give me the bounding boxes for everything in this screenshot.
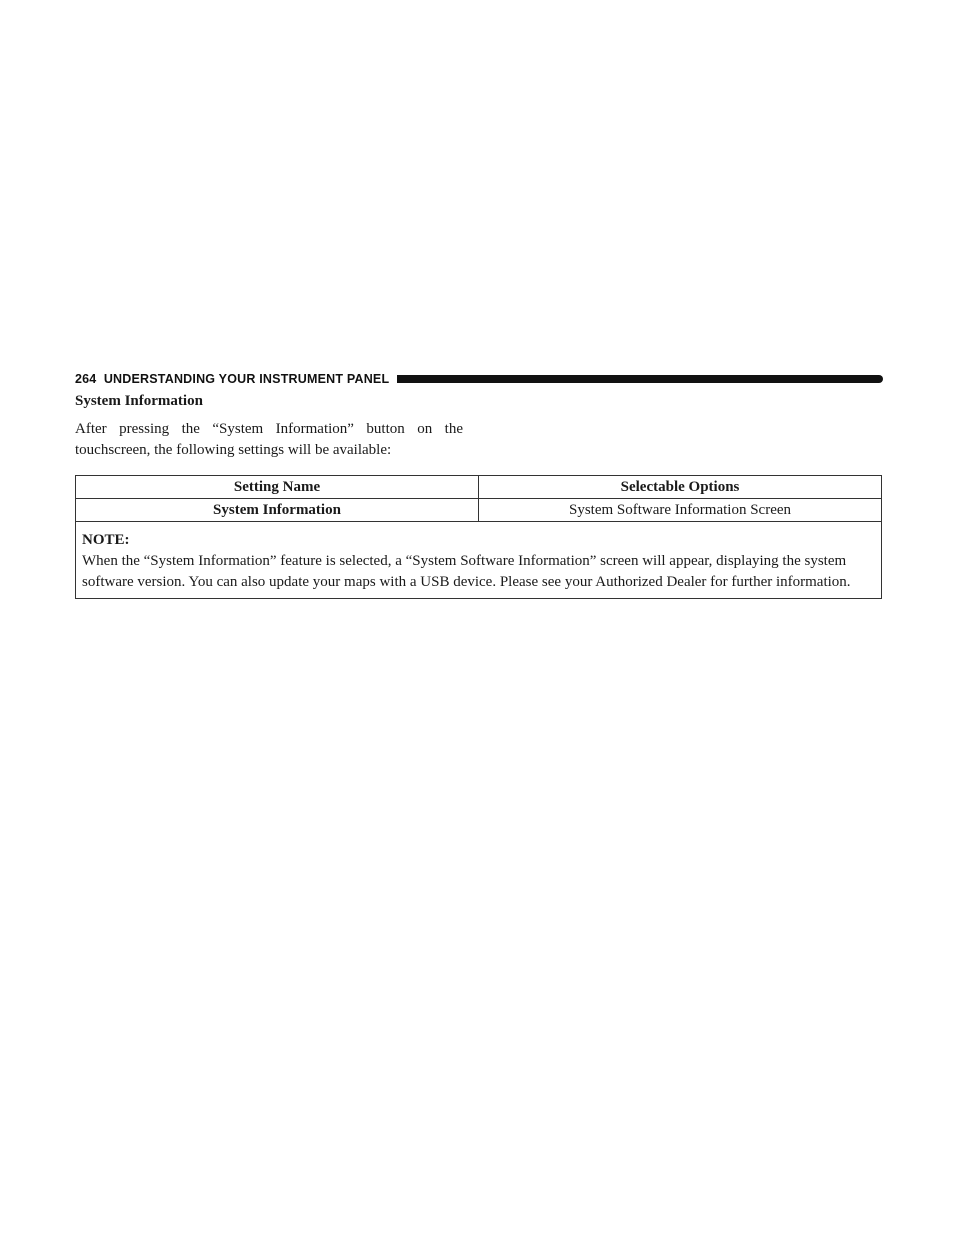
selectable-options-cell: System Software Information Screen (479, 499, 882, 522)
column-header-selectable-options: Selectable Options (479, 476, 882, 499)
note-text: When the “System Information” feature is selected, a “System Software Information” screen will appear, displaying the system software version. You can also update your maps with a USB device. Please see your Authorized Dealer for further information. (82, 553, 851, 590)
settings-table (75, 475, 882, 599)
page-number: 264 (75, 372, 97, 386)
intro-line-1: After pressing the “System Information” button on the (75, 421, 463, 437)
intro-line-2: touchscreen, the following settings will be available: (75, 442, 392, 458)
note-row (76, 522, 882, 599)
section-name: UNDERSTANDING YOUR INSTRUMENT PANEL (103, 372, 390, 386)
setting-name-cell: System Information (76, 499, 479, 522)
section-title: System Information (75, 393, 203, 409)
page-header (75, 370, 883, 388)
header-rule (397, 375, 883, 383)
note-cell (76, 522, 882, 599)
intro-paragraph (75, 419, 463, 461)
page-header-text (75, 372, 389, 386)
table-row (76, 499, 882, 522)
note-label: NOTE: (82, 532, 130, 548)
column-header-setting-name: Setting Name (76, 476, 479, 499)
table-header-row (76, 476, 882, 499)
